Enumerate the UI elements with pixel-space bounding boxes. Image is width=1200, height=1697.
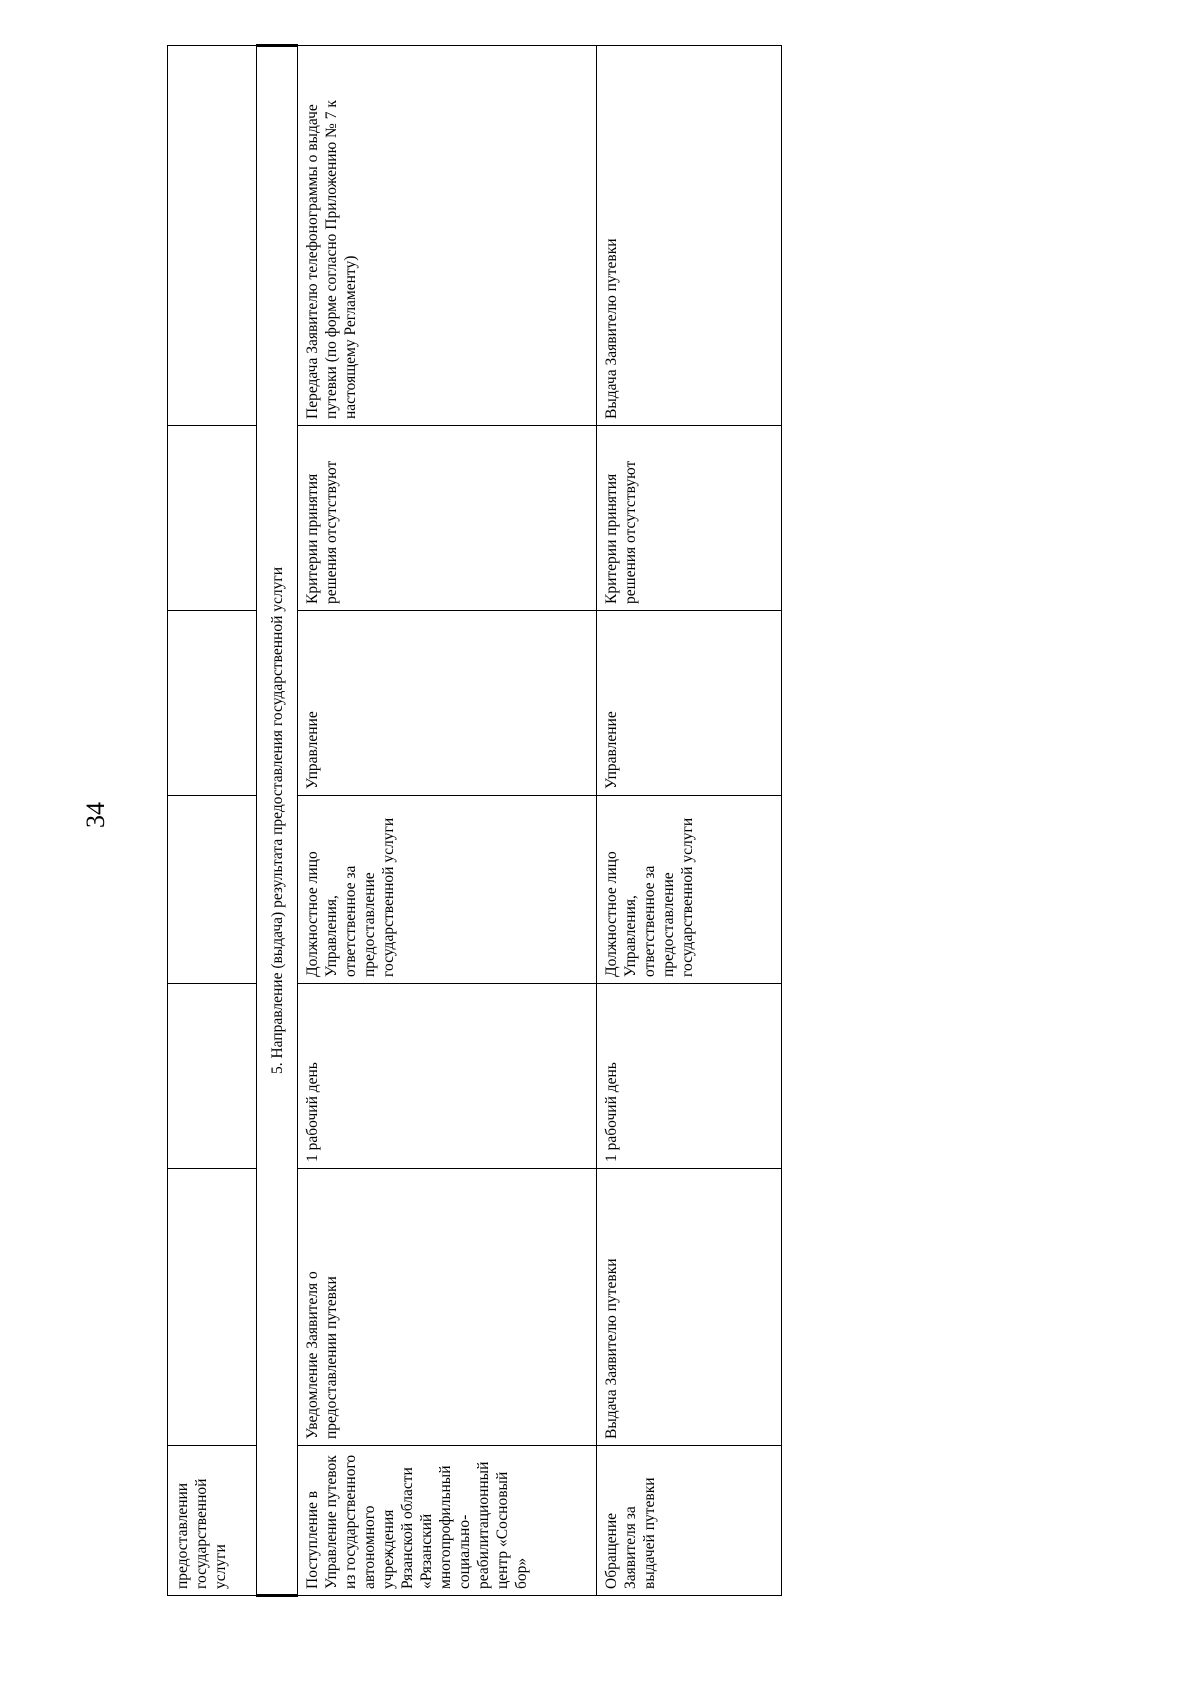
rotated-table-wrapper	[167, 47, 769, 1597]
cell-result: Выдача Заявителю путевки	[597, 46, 782, 426]
table-cell	[168, 46, 257, 426]
cell-responsible: Должностное лицо Управления, ответственное за предоставление государственной услуги	[298, 796, 597, 984]
cell-criteria: Критерии принятия решения отсутствуют	[597, 426, 782, 611]
section-heading: 5. Направление (выдача) результата предоставления государственной услуги	[257, 46, 298, 1596]
cell-duration: 1 рабочий день	[597, 984, 782, 1169]
page-number: 34	[81, 802, 110, 828]
cell-place: Управление	[597, 611, 782, 796]
cell-result: Передача Заявителю телефонограммы о выдаче путевки (по форме согласно Приложению № 7 к настоящему Регламенту)	[298, 46, 597, 426]
cell-duration: 1 рабочий день	[298, 984, 597, 1169]
table-cell	[168, 611, 257, 796]
cell-trigger: Обращение Заявителя за выдачей путевки	[597, 1446, 782, 1596]
table-cell	[168, 796, 257, 984]
table-cell	[168, 984, 257, 1169]
table-row	[597, 46, 782, 1596]
cell-place: Управление	[298, 611, 597, 796]
cell-action: Выдача Заявителю путевки	[597, 1169, 782, 1446]
procedure-table	[167, 44, 782, 1597]
table-cell	[168, 426, 257, 611]
table-row	[298, 46, 597, 1596]
table-row-section	[257, 46, 298, 1596]
cell-trigger: Поступление в Управление путевок из государственного автономного учреждения Рязанской области «Рязанский многопрофильный социально-реабилитационный центр «Сосновый бор»	[298, 1446, 597, 1596]
cell-responsible: Должностное лицо Управления, ответственное за предоставление государственной услуги	[597, 796, 782, 984]
cell-action: Уведомление Заявителя о предоставлении путевки	[298, 1169, 597, 1446]
cell-criteria: Критерии принятия решения отсутствуют	[298, 426, 597, 611]
table-cell	[168, 1169, 257, 1446]
table-row-continuation	[168, 46, 257, 1596]
table-cell: предоставлении государственной услуги	[168, 1446, 257, 1596]
